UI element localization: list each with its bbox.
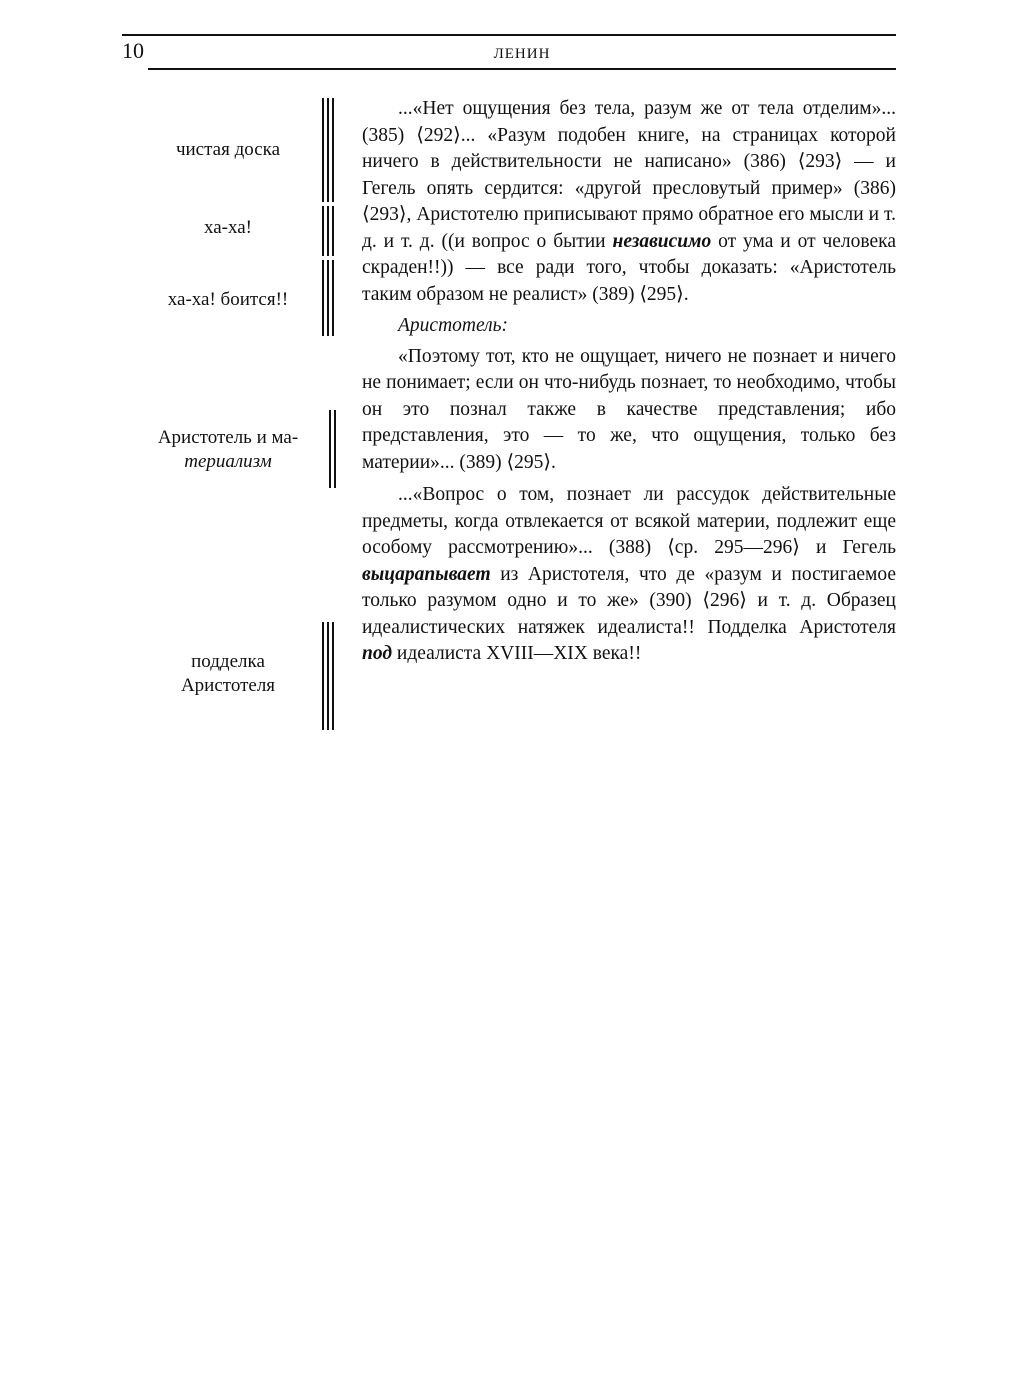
- paragraph-1: [362, 96, 896, 308]
- margin-note-line-2: териализм: [184, 451, 272, 472]
- running-head: ЛЕНИН: [493, 46, 551, 62]
- margin-note-haha: ха-ха!: [203, 217, 253, 238]
- margin-note-aristotle-materialism: [140, 426, 316, 474]
- paragraph-3: [362, 482, 896, 668]
- margin-note-line-2: Аристотеля: [180, 675, 276, 696]
- margin-bars-2: [322, 206, 334, 256]
- page-number: 10: [122, 38, 144, 63]
- header-rule-top: [122, 34, 896, 36]
- margin-bars-1: [322, 98, 334, 202]
- margin-note-clean-slate: чистая доска: [175, 139, 281, 160]
- margin-bars-4: [329, 410, 336, 488]
- emphasis: под: [362, 643, 393, 664]
- margin-note-line-1: подделка: [191, 651, 265, 672]
- header-rule-bottom: [148, 68, 896, 70]
- margin-note-haha-afraid: ха-ха! боится!!: [167, 289, 289, 310]
- text-run: от ума и от человека скраден!!)) — все ради того, чтобы доказать: «Аристотель таким образом не реалист» (389) ⟨295⟩.: [362, 230, 896, 305]
- paragraph-2: «Поэтому тот, кто не ощущает, ничего не познает и ничего не понимает; если он что-нибудь познает, то необходимо, чтобы он это познал также в качестве представления; ибо представления, это — то же, что ощущения, только без материи»... (389) ⟨295⟩.: [362, 345, 896, 473]
- margin-note-line-1: Аристотель и ма-: [157, 427, 299, 448]
- margin-bars-3: [322, 260, 334, 336]
- main-text: [362, 96, 896, 668]
- emphasis: выцарапывает: [362, 563, 491, 585]
- margin-note-forgery: [143, 650, 313, 698]
- text-run: ...«Нет ощущения без тела, разум же от тела отделим»... (385) ⟨292⟩... «Разум подобен книге, на страницах которой ничего в действительности не написано» (386) ⟨293⟩ — и Гегель опять сердится: «другой пресловутый пример» (386) ⟨293⟩, Аристотелю приписывают прямо обратное его мысли и т. д. и т. д. ((и вопрос о бытии: [362, 98, 896, 252]
- text-run: из Аристотеля, что де «разум и постигаемое только разумом одно и то же» (390) ⟨296⟩ и т. д. Образец идеалистических натяжек идеалиста!! Подделка Аристотеля: [362, 563, 896, 638]
- margin-bars-5: [322, 622, 334, 730]
- emphasis: независимо: [612, 230, 712, 252]
- section-heading: Аристотель:: [398, 315, 509, 336]
- text-run: идеалиста XVIII—XIX века!!: [392, 643, 642, 664]
- text-run: ...«Вопрос о том, познает ли рассудок действительные предметы, когда отвлекается от всякой материи, подлежит еще особому рассмотрению»... (388) ⟨ср. 295—296⟩ и Гегель: [362, 484, 896, 558]
